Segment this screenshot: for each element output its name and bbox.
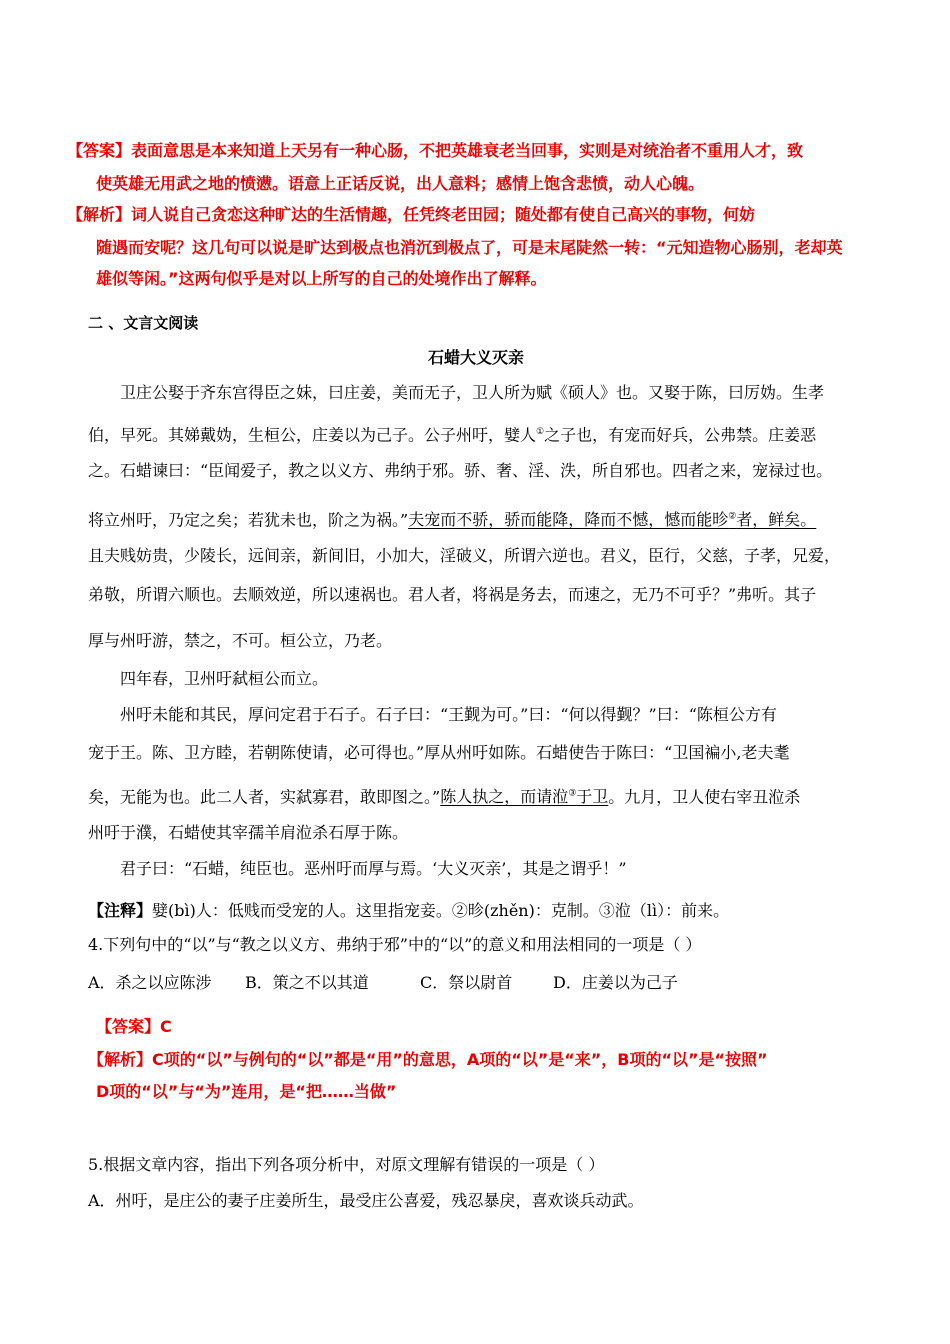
passage-line: 之。石蜡谏曰：“臣闻爱子，教之以义方、弗纳于邪。骄、奢、淫、泆，所自邪也。四者之来，宠禄过也。: [88, 461, 833, 480]
analysis-4-line-2: D项的“以”与“为”连用，是“把……当做”: [96, 1082, 397, 1101]
passage-line: 矣，无能为也。此二人者，实弑寡君，敢即图之。”陈人执之，而请涖③于卫。九月，卫人使右宰丑涖杀: [88, 787, 801, 807]
notes: 【注释】嬖(bì)人：低贱而受宠的人。这里指宠妾。②昣(zhěn)：克制。③涖（lì）：前来。: [88, 901, 730, 920]
passage-line: 四年春，卫州吁弑桓公而立。: [120, 669, 329, 688]
analysis-label: 【解析】: [67, 205, 132, 224]
question-4-option-c: C．祭以尉首: [420, 973, 513, 992]
question-4-stem: 4.下列句中的“以”与“教之以义方、弗纳于邪”中的“以”的意义和用法相同的一项是（ ）: [88, 935, 702, 954]
question-4-option-a: A．杀之以应陈涉: [88, 973, 212, 992]
passage-line: 厚与州吁游，禁之，不可。桓公立，乃老。: [88, 631, 393, 650]
passage-line: 宠于王。陈、卫方睦，若朝陈使请，必可得也。”厚从州吁如陈。石蜡使告于陈曰：“卫国褊小,老夫耄: [88, 743, 790, 762]
passage-title: 石蜡大义灭亲: [428, 348, 525, 367]
question-5-option-a: A．州吁，是庄公的妻子庄姜所生，最受庄公喜爱，残忍暴戾，喜欢谈兵动武。: [88, 1191, 644, 1210]
question-4-option-b: B．策之不以其道: [245, 973, 369, 992]
analysis-line-1: 【解析】词人说自己贪恋这种旷达的生活情趣，任凭终老田园；随处都有使自己高兴的事物，何妨: [67, 205, 756, 224]
answer-line-1: 【答案】表面意思是本来知道上天另有一种心肠，不把英雄衰老当回事，实则是对统治者不重用人才，致: [67, 141, 804, 160]
question-5-stem: 5.根据文章内容，指出下列各项分析中，对原文理解有错误的一项是（ ）: [88, 1155, 605, 1174]
passage-line: 且夫贱妨贵，少陵长，远间亲，新间旧，小加大，淫破义，所谓六逆也。君义，臣行，父慈，子孝，兄爱，: [88, 546, 841, 565]
question-4-option-d: D．庄姜以为己子: [553, 973, 678, 992]
analysis-line-3: 雄似等闲。”这两句似乎是对以上所写的自己的处境作出了解释。: [96, 269, 547, 288]
answer-label: 【答案】: [67, 141, 132, 160]
answer-4: 【答案】C: [96, 1017, 172, 1036]
passage-line: 君子曰：“石蜡，纯臣也。恶州吁而厚与焉。‘大义灭亲’，其是之谓乎！”: [120, 859, 627, 878]
passage-line: 弟敬，所谓六顺也。去顺效逆，所以速祸也。君人者，将祸是务去，而速之，无乃不可乎？”弗听。其子: [88, 585, 817, 604]
answer-line-2: 使英雄无用武之地的愤懑。语意上正话反说，出人意料；感情上饱含悲愤，动人心魄。: [96, 174, 705, 193]
underlined-sentence: 陈人执之，而请涖③于卫: [440, 787, 609, 807]
section-heading: 二 、文言文阅读: [88, 314, 199, 332]
passage-line: 伯，早死。其娣戴妫，生桓公，庄姜以为己子。公子州吁，嬖人①之子也，有宠而好兵，公弗禁。庄姜恶: [88, 425, 817, 445]
analysis-line-2: 随遇而安呢？这几句可以说是旷达到极点也消沉到极点了，可是末尾陡然一转：“元知造物心肠别，老却英: [96, 238, 843, 257]
passage-line: 州吁未能和其民，厚问定君于石子。石子曰：“王觐为可。”曰：“何以得觐？”曰：“陈桓公方有: [120, 705, 777, 724]
analysis-4-line-1: 【解析】C项的“以”与例句的“以”都是“用”的意思，A项的“以”是“来”，B项的“以”是“按照”: [88, 1050, 768, 1069]
underlined-sentence: 夫宠而不骄，骄而能降，降而不憾，憾而能昣②者，鲜矣。: [408, 510, 817, 530]
passage-line: 卫庄公娶于齐东宫得臣之妹，曰庄姜，美而无子，卫人所为赋《硕人》也。又娶于陈，曰厉妫。生孝: [120, 383, 825, 402]
passage-line: 将立州吁，乃定之矣；若犹未也，阶之为祸。”夫宠而不骄，骄而能降，降而不憾，憾而能昣②者，鲜矣。: [88, 510, 817, 530]
passage-line: 州吁于濮，石蜡使其宰孺羊肩涖杀石厚于陈。: [88, 823, 409, 842]
